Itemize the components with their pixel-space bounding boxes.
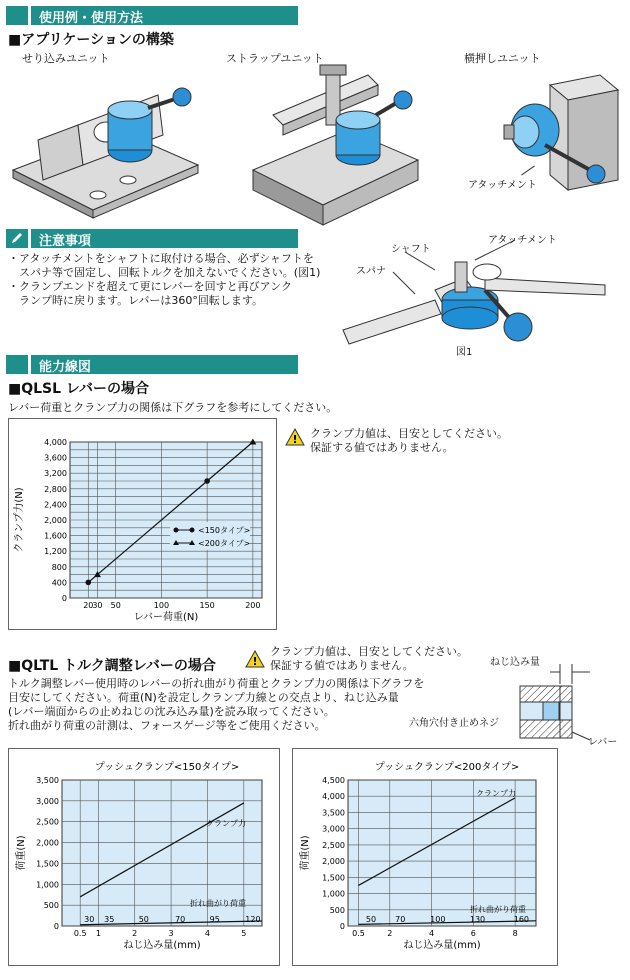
x-tick-label: 50 — [110, 601, 121, 610]
x-tick-label: 5 — [241, 929, 247, 938]
figure1-shaft-label: シャフト — [391, 244, 431, 255]
x-axis-label: ねじ込み量(mm) — [403, 940, 481, 951]
y-tick-label: 3,500 — [36, 776, 59, 785]
bend-value-label: 50 — [365, 915, 377, 924]
unit-label-strap: ストラップユニット — [226, 52, 324, 65]
figure1-illustration — [335, 230, 625, 360]
y-tick-label: 2,500 — [36, 817, 59, 827]
qlsl-notice-line: クランプ力値は、目安としてください。 — [310, 427, 508, 440]
y-tick-label: 2,500 — [322, 840, 345, 850]
pencil-icon — [10, 232, 24, 245]
y-tick-label: 0 — [61, 594, 67, 603]
warning-icon — [245, 650, 265, 668]
caution-line: スパナ等で固定し、回転トルクを加えないでください。(図1) — [8, 266, 321, 279]
y-tick-label: 4,000 — [322, 792, 345, 802]
x-tick-label: 2 — [387, 929, 393, 938]
x-tick-label: 20 — [83, 601, 94, 610]
figure1-spanner-label: スパナ — [356, 266, 386, 277]
figure1-caption: 図1 — [456, 347, 473, 358]
qltl-notice-line: クランプ力値は、目安としてください。 — [270, 645, 468, 658]
y-tick-label: 2,000 — [36, 838, 59, 848]
x-tick-label: 4 — [429, 929, 435, 938]
section-title-usage: 使用例・使用方法 — [39, 11, 144, 26]
push200-chart — [292, 748, 558, 966]
bend-value-label: 160 — [513, 915, 530, 924]
y-tick-label: 1,000 — [322, 889, 345, 899]
x-tick-label: 200 — [245, 601, 261, 610]
legend-marker-150 — [174, 528, 179, 533]
qlsl-description: レバー荷重とクランプ力の関係は下グラフを参考にしてください。 — [8, 401, 338, 414]
y-tick-label: 1,500 — [322, 873, 345, 883]
qltl-heading: ■QLTL トルク調整レバーの場合 — [8, 658, 216, 674]
y-tick-label: 4,000 — [44, 438, 67, 447]
bend-value-label: 130 — [469, 915, 486, 924]
bend-value-label: 120 — [245, 915, 261, 924]
y-tick-label: 3,200 — [44, 469, 67, 479]
x-tick-label: 2 — [132, 929, 138, 938]
x-tick-label: 0.5 — [73, 929, 87, 938]
y-tick-label: 2,000 — [44, 516, 67, 525]
x-tick-label: 30 — [92, 601, 103, 610]
qltl-notice — [270, 645, 468, 673]
y-tick-label: 1,500 — [36, 859, 59, 869]
section-title-caution: 注意事項 — [39, 234, 92, 249]
data-point-150 — [85, 580, 91, 586]
caution-text — [8, 252, 348, 308]
x-tick-label: 1 — [95, 929, 101, 938]
bend-value-label: 95 — [209, 915, 220, 924]
x-tick-label: 0.5 — [352, 929, 365, 938]
bend-value-label: 30 — [84, 915, 95, 924]
y-tick-label: 500 — [43, 901, 59, 911]
y-axis-label: クランプ力(N) — [14, 487, 25, 553]
x-axis-label: レバー荷重(N) — [133, 612, 199, 623]
qltl-notice-line: 保証する値ではありません。 — [270, 659, 414, 672]
qlsl-notice — [310, 427, 508, 455]
clamp-force-label: クランプ力 — [206, 819, 246, 828]
caution-line: ・クランプエンドを超えて更にレバーを回すと再びアンク — [8, 280, 293, 293]
section-bar-usage — [6, 6, 298, 25]
y-tick-label: 4,500 — [322, 776, 345, 785]
y-tick-label: 0 — [53, 922, 59, 931]
x-tick-label: 8 — [512, 929, 518, 938]
legend-marker-150 — [190, 528, 195, 533]
qlsl-chart — [8, 418, 276, 630]
qltl-description-line: 目安にしてください。荷重(N)を設定しクランプ力線との交点より、ねじ込み量 — [8, 691, 399, 704]
y-axis-label: 荷重(N) — [300, 835, 311, 871]
warning-icon — [285, 428, 305, 446]
qltl-description-line: トルク調整レバー使用時のレバーの折れ曲がり荷重とクランプ力の関係は下グラフを — [8, 677, 425, 690]
x-tick-label: 3 — [168, 929, 174, 938]
y-tick-label: 1,000 — [36, 880, 59, 890]
y-tick-label: 2,000 — [322, 857, 345, 867]
figure1-attachment-label: アタッチメント — [488, 235, 557, 246]
chart-title: プッシュクランプ<150タイプ> — [94, 762, 240, 773]
attachment-label: アタッチメント — [468, 180, 537, 191]
caution-line: ・アタッチメントをシャフトに取付ける場合、必ずシャフトを — [8, 252, 314, 265]
y-tick-label: 1,200 — [44, 547, 67, 557]
y-tick-label: 2,800 — [44, 484, 67, 494]
unit-label-seri: せり込みユニット — [22, 52, 110, 65]
bend-value-label: 35 — [104, 915, 115, 924]
qlsl-heading: ■QLSL レバーの場合 — [8, 381, 149, 397]
data-point-150 — [204, 478, 210, 484]
qltl-description-line: (レバー端面からの止めねじの沈み込み量)を読み取ってください。 — [8, 705, 335, 718]
x-tick-label: 100 — [153, 601, 170, 610]
lever-label: レバー — [588, 737, 618, 748]
x-axis-label: ねじ込み量(mm) — [123, 940, 201, 951]
y-tick-label: 1,600 — [44, 531, 67, 541]
section-bar-capacity — [6, 355, 298, 374]
y-tick-label: 2,400 — [44, 500, 67, 510]
section-bar-caution — [6, 229, 298, 248]
seri-unit-illustration — [8, 70, 208, 220]
y-tick-label: 0 — [339, 922, 345, 931]
legend-label-150: <150タイプ> — [198, 526, 251, 535]
unit-label-yoko: 横押しユニット — [464, 52, 541, 65]
bend-value-label: 70 — [395, 915, 406, 924]
screw-depth-label: ねじ込み量 — [490, 657, 540, 668]
qlsl-notice-line: 保証する値ではありません。 — [310, 441, 454, 454]
x-tick-label: 6 — [470, 929, 476, 938]
qltl-description-line: 折れ曲がり荷重の計測は、フォースゲージ等をご使用ください。 — [8, 719, 326, 732]
y-axis-label: 荷重(N) — [16, 835, 27, 871]
section-title-capacity: 能力線図 — [39, 360, 92, 375]
push150-chart — [8, 748, 280, 966]
y-tick-label: 3,500 — [322, 808, 345, 818]
application-heading: ■アプリケーションの構築 — [8, 32, 174, 48]
caution-line: ランプ時に戻ります。レバーは360°回転します。 — [8, 294, 263, 307]
y-tick-label: 3,000 — [322, 824, 345, 834]
bend-value-label: 70 — [175, 915, 186, 924]
hex-screw-label: 六角穴付き止めネジ — [409, 718, 499, 729]
x-tick-label: 150 — [199, 601, 215, 610]
legend-label-200: <200タイプ> — [198, 539, 251, 548]
y-tick-label: 3,000 — [36, 796, 59, 806]
y-tick-label: 3,600 — [44, 453, 67, 463]
bend-load-label: 折れ曲がり荷重 — [190, 899, 246, 908]
svg-text:!: ! — [292, 433, 298, 446]
chart-title: プッシュクランプ<200タイプ> — [374, 762, 520, 773]
y-tick-label: 500 — [329, 905, 345, 915]
bend-value-label: 50 — [138, 915, 149, 924]
y-tick-label: 400 — [51, 578, 67, 588]
svg-text:!: ! — [252, 655, 258, 668]
clamp-force-label: クランプ力 — [476, 789, 516, 798]
bend-load-label: 折れ曲がり荷重 — [470, 905, 526, 914]
y-tick-label: 800 — [51, 562, 67, 572]
strap-unit-illustration — [248, 60, 423, 230]
bend-value-label: 100 — [430, 915, 446, 924]
x-tick-label: 4 — [204, 929, 211, 938]
